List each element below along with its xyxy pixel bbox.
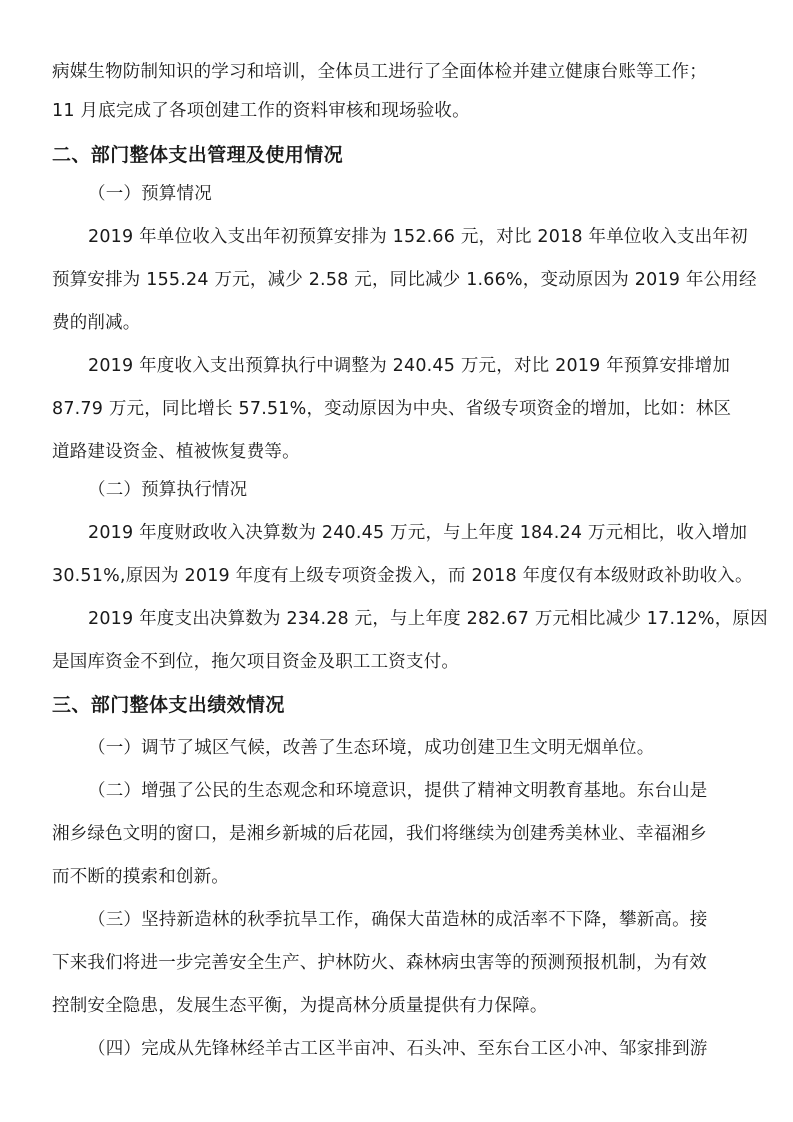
paragraph-line: 控制安全隐患，发展生态平衡，为提高林分质量提供有力保障。 — [52, 996, 548, 1016]
paragraph-line: 2019 年度收入支出预算执行中调整为 240.45 万元，对比 2019 年预算安排增加 — [88, 356, 731, 376]
paragraph-line: 预算安排为 155.24 万元，减少 2.58 元，同比减少 1.66%，变动原因为 2019 年公用经 — [52, 270, 757, 290]
paragraph-line: 病媒生物防制知识的学习和培训，全体员工进行了全面体检并建立健康台账等工作； — [52, 62, 707, 82]
paragraph-line: （二）增强了公民的生态观念和环境意识，提供了精神文明教育基地。东台山是 — [88, 781, 708, 801]
paragraph-line: （三）坚持新造林的秋季抗旱工作，确保大苗造林的成活率不下降，攀新高。接 — [88, 910, 708, 930]
paragraph-line: 费的削减。 — [52, 313, 141, 333]
paragraph-line: （一）调节了城区气候，改善了生态环境，成功创建卫生文明无烟单位。 — [88, 738, 655, 758]
subsection-heading: （一）预算情况 — [88, 184, 212, 204]
subsection-heading: （二）预算执行情况 — [88, 480, 248, 500]
section-heading: 二、部门整体支出管理及使用情况 — [52, 144, 344, 166]
paragraph-line: 2019 年度财政收入决算数为 240.45 万元，与上年度 184.24 万元相比，收入增加 — [88, 523, 748, 543]
paragraph-line: 87.79 万元，同比增长 57.51%，变动原因为中央、省级专项资金的增加，比如：林区 — [52, 399, 732, 419]
paragraph-line: 11 月底完成了各项创建工作的资料审核和现场验收。 — [52, 101, 470, 121]
paragraph-line: 下来我们将进一步完善安全生产、护林防火、森林病虫害等的预测预报机制，为有效 — [52, 953, 707, 973]
paragraph-line: 是国库资金不到位，拖欠项目资金及职工工资支付。 — [52, 652, 460, 672]
paragraph-line: 2019 年度支出决算数为 234.28 元，与上年度 282.67 万元相比减少 17.12%，原因 — [88, 609, 768, 629]
paragraph-line: 而不断的摸索和创新。 — [52, 867, 229, 887]
section-heading: 三、部门整体支出绩效情况 — [52, 694, 285, 716]
paragraph-line: （四）完成从先锋林经羊古工区半亩冲、石头冲、至东台工区小冲、邹家排到游 — [88, 1039, 708, 1059]
paragraph-line: 道路建设资金、植被恢复费等。 — [52, 442, 300, 462]
paragraph-line: 30.51%,原因为 2019 年度有上级专项资金拨入，而 2018 年度仅有本级财政补助收入。 — [52, 566, 753, 586]
paragraph-line: 湘乡绿色文明的窗口，是湘乡新城的后花园，我们将继续为创建秀美林业、幸福湘乡 — [52, 824, 707, 844]
paragraph-line: 2019 年单位收入支出年初预算安排为 152.66 元，对比 2018 年单位收入支出年初 — [88, 227, 748, 247]
